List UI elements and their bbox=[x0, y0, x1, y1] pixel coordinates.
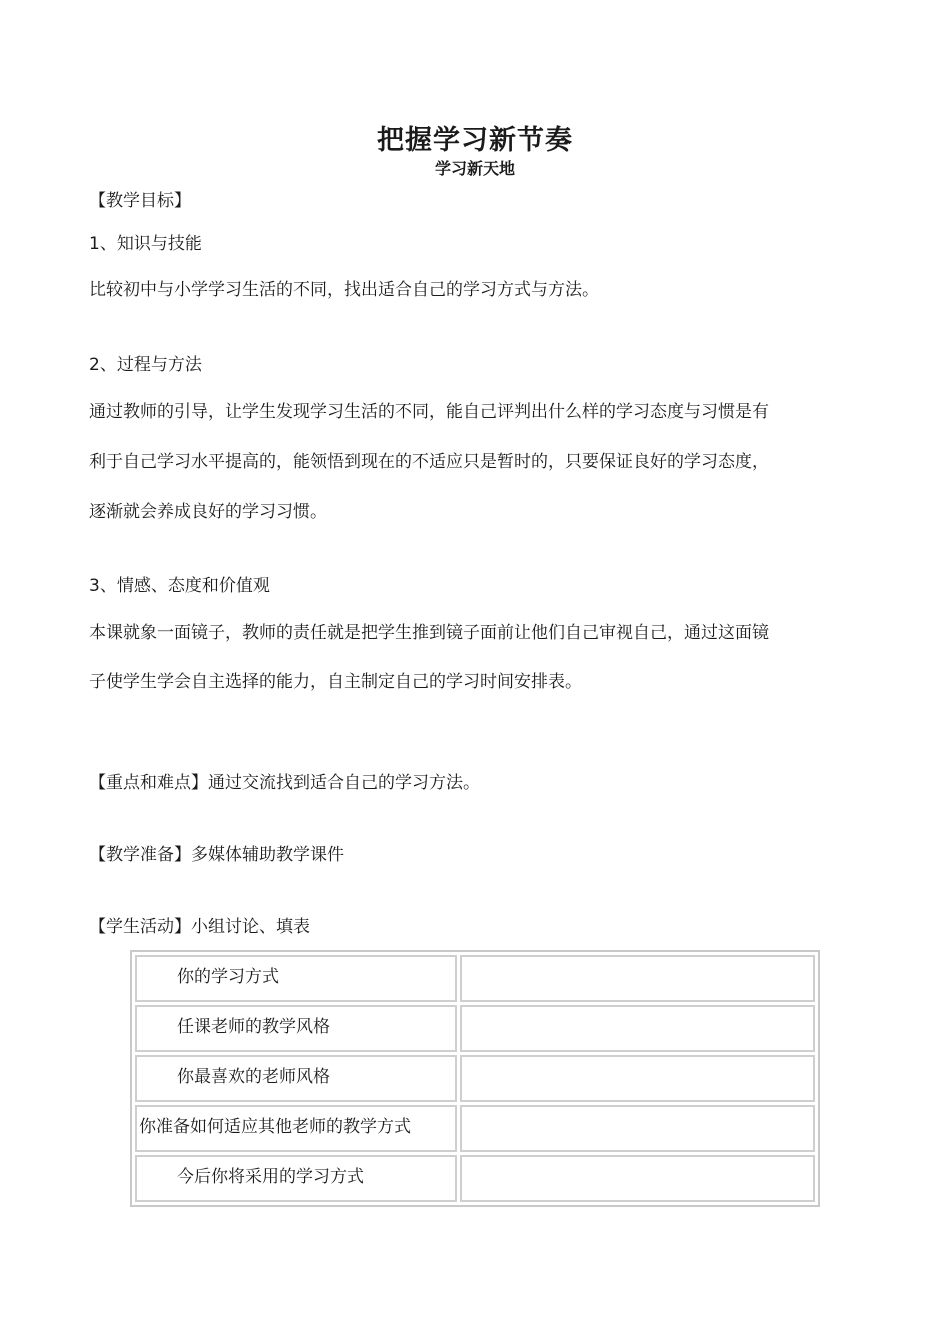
table-answer-cell[interactable] bbox=[460, 1155, 815, 1202]
section1-heading: 1、知识与技能 bbox=[89, 234, 202, 254]
section2-line: 逐渐就会养成良好的学习习惯。 bbox=[89, 502, 327, 522]
preparation: 【教学准备】多媒体辅助教学课件 bbox=[89, 845, 344, 865]
section2-line: 通过教师的引导，让学生发现学习生活的不同，能自己评判出什么样的学习态度与习惯是有 bbox=[89, 402, 769, 422]
table-question-cell bbox=[135, 1155, 457, 1202]
document-subtitle: 学习新天地 bbox=[434, 159, 515, 178]
table-answer-cell[interactable] bbox=[460, 1105, 815, 1152]
table-row bbox=[135, 1155, 815, 1202]
table-row bbox=[135, 1005, 815, 1052]
table-question-cell bbox=[135, 955, 457, 1002]
activity-table bbox=[130, 950, 820, 1207]
key-points: 【重点和难点】通过交流找到适合自己的学习方法。 bbox=[89, 773, 480, 793]
document-title: 把握学习新节奏 bbox=[377, 125, 573, 156]
objectives-header: 【教学目标】 bbox=[89, 191, 191, 211]
question-text: 你最喜欢的老师风格 bbox=[177, 1067, 330, 1087]
table-question-cell bbox=[135, 1055, 457, 1102]
section3-line: 子使学生学会自主选择的能力，自主制定自己的学习时间安排表。 bbox=[89, 672, 582, 692]
student-activity: 【学生活动】小组讨论、填表 bbox=[89, 917, 310, 937]
question-text: 你的学习方式 bbox=[177, 967, 279, 987]
table-answer-cell[interactable] bbox=[460, 955, 815, 1002]
table-answer-cell[interactable] bbox=[460, 1055, 815, 1102]
question-text: 任课老师的教学风格 bbox=[177, 1017, 330, 1037]
table-row bbox=[135, 1055, 815, 1102]
table-row bbox=[135, 955, 815, 1002]
section3-heading: 3、情感、态度和价值观 bbox=[89, 576, 270, 596]
table-question-cell bbox=[135, 1005, 457, 1052]
section3-line: 本课就象一面镜子，教师的责任就是把学生推到镜子面前让他们自己审视自己，通过这面镜 bbox=[89, 623, 769, 643]
table-answer-cell[interactable] bbox=[460, 1005, 815, 1052]
table-row bbox=[135, 1105, 815, 1152]
section2-heading: 2、过程与方法 bbox=[89, 355, 202, 375]
section2-line: 利于自己学习水平提高的，能领悟到现在的不适应只是暂时的，只要保证良好的学习态度， bbox=[89, 452, 769, 472]
question-text: 今后你将采用的学习方式 bbox=[177, 1167, 364, 1187]
section1-line: 比较初中与小学学习生活的不同，找出适合自己的学习方式与方法。 bbox=[89, 280, 599, 300]
table-question-cell bbox=[135, 1105, 457, 1152]
question-text: 你准备如何适应其他老师的教学方式 bbox=[139, 1117, 411, 1137]
